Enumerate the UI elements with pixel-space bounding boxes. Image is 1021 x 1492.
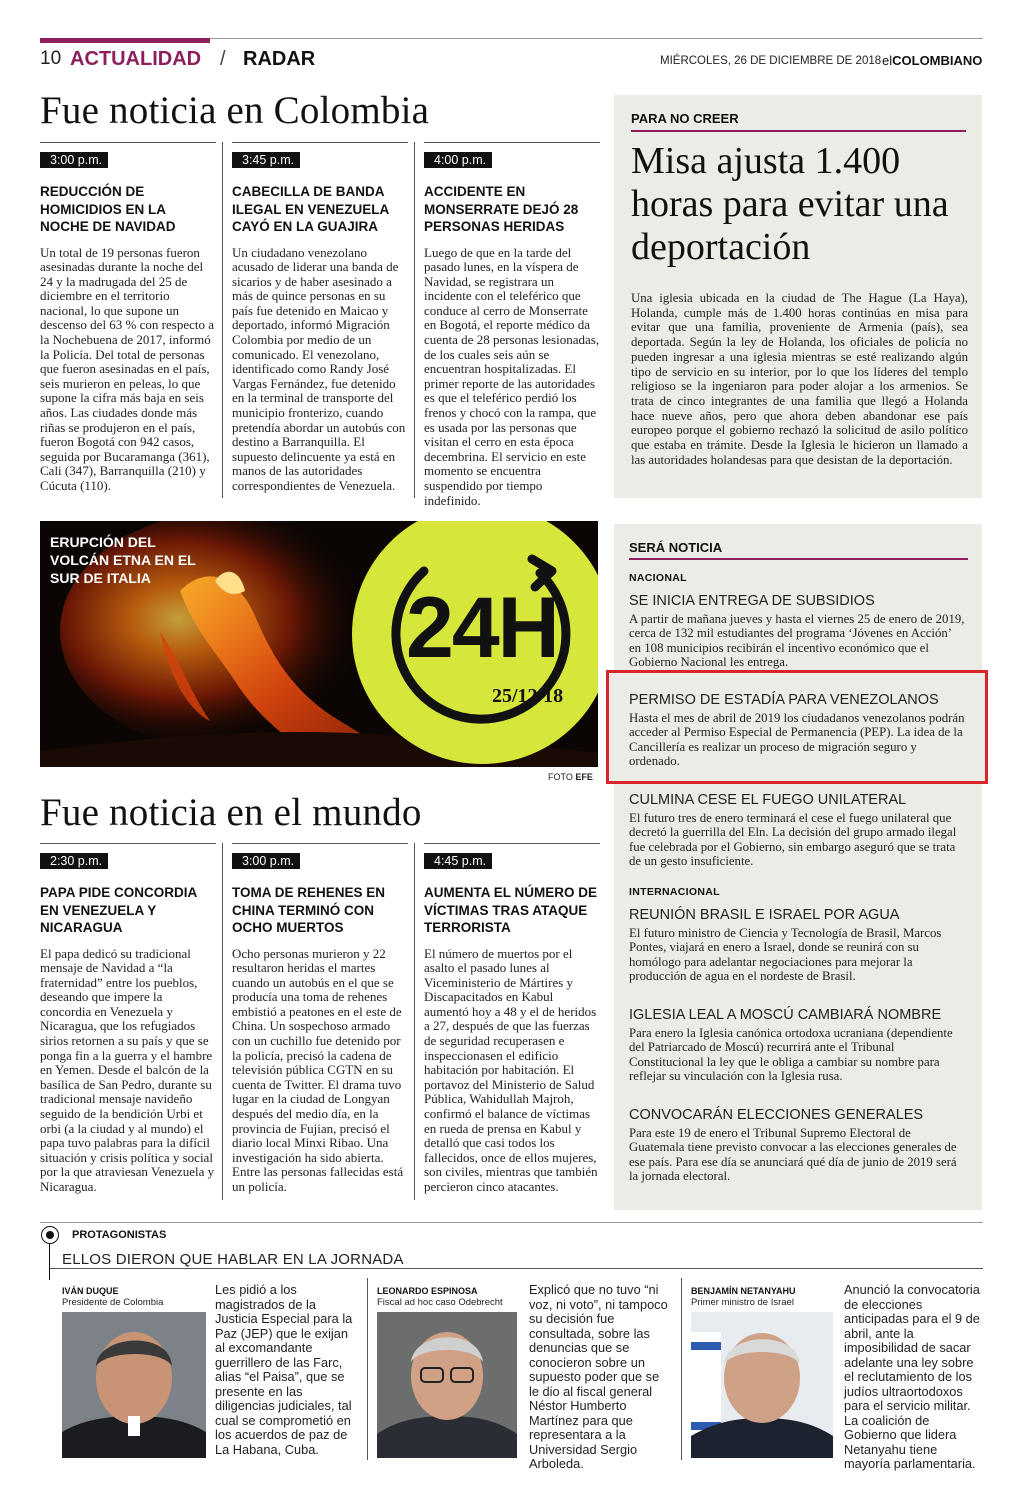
person-statement: Les pidió a los magistrados de la Justicia Especial para la Paz (JEP) que le exijan al excomandante guerrillero de las Farc, alias “el Paisa”, que se presente en las diligencias judiciales, tal cual se comprometió en los acuerdos de paz de La Habana, Cuba.	[215, 1282, 353, 1457]
box-label: PARA NO CREER	[631, 111, 739, 126]
article-body: Ocho personas murieron y 22 resultaron heridas el martes cuando un autobús en el que se producía una toma de rehenes embistió a peatones en el este de China. Un sospechoso armado con un cuchillo fue detenido por la policía, precisó la cadena de televisión pública CGTN en su cuenta de Twitter. El drama tuvo lugar en la ciudad de Longyan después del medio día, en la provincia de Fujian, precisó el diario local Minxi Ribao. Una investigación ha sido abierta. Entre las personas fallecidas está un policía.	[232, 945, 404, 1194]
portrait-espinosa[interactable]	[377, 1312, 517, 1458]
news-headline[interactable]: REUNIÓN BRASIL E ISRAEL POR AGUA	[629, 907, 900, 923]
person-name: LEONARDO ESPINOSA	[377, 1286, 478, 1296]
box-label: SERÁ NOTICIA	[629, 540, 723, 555]
para-no-creer-headline[interactable]: Misa ajusta 1.400 horas para evitar una deportación	[631, 140, 949, 268]
bullet-dot-icon	[46, 1231, 54, 1239]
news-body: A partir de mañana jueves y hasta el viernes 25 de enero de 2019, cerca de 132 mil estudiantes del programa ‘Jóvenes en Acción’ en 108 municipios recibirán el incentivo económico que el Gobierno Nacional les entrega.	[629, 612, 965, 670]
protagonistas-title: ELLOS DIERON QUE HABLAR EN LA JORNADA	[62, 1251, 404, 1268]
mundo-article-1	[40, 852, 216, 1195]
column-top-rule	[232, 142, 408, 143]
sera-noticia-item	[629, 1107, 965, 1184]
column-divider	[222, 843, 223, 1200]
article-time: 4:45 p.m.	[424, 853, 492, 869]
article-body: Un total de 19 personas fueron asesinadas durante la noche del 24 y la madrugada del 25 de diciembre en el territorio nacional, lo que supone un descenso del 63 % con respecto a la Nochebuena de 2017, informó la Policía. Del total de personas que fueron asesinadas en el país, seis murieron en peleas, lo que supone la cifra más baja en seis años. Las ciudades donde más riñas se produjeron en el país, fueron Bogotá con 942 casos, seguida por Bucaramanga (361), Cali (347), Barranquilla (210) y Cúcuta (110).	[40, 244, 214, 493]
photo-caption: ERUPCIÓN DEL VOLCÁN ETNA EN EL SUR DE ITALIA	[50, 534, 196, 586]
article-headline[interactable]: CABECILLA DE BANDA ILEGAL EN VENEZUELA CAYÓ EN LA GUAJIRA	[232, 184, 389, 234]
news-headline[interactable]: SE INICIA ENTREGA DE SUBSIDIOS	[629, 593, 875, 609]
column-top-rule	[232, 843, 408, 844]
news-headline[interactable]: CONVOCARÁN ELECCIONES GENERALES	[629, 1107, 924, 1123]
article-body: Un ciudadano venezolano acusado de liderar una banda de sicarios y de haber asesinado a más de quince personas en su país fue detenido en Maicao y deportado, informó Migración Colombia por medio de un comunicado. El venezolano, identificado como Randy José Vargas Fernández, fue detenido en la terminal de transporte del municipio fronterizo, cuando pretendía abordar un autobús con destino a Barranquilla. El supuesto delincuente ya está en manos de las autoridades correspondientes de Venezuela.	[232, 244, 406, 493]
para-no-creer-box	[614, 95, 982, 498]
article-headline[interactable]: TOMA DE REHENES EN CHINA TERMINÓ CON OCHO MUERTOS	[232, 885, 386, 935]
subsection-name: RADAR	[243, 48, 316, 70]
news-body: Para enero la Iglesia canónica ortodoxa ucraniana (dependiente del Patriarcado de Moscú) recurrirá ante el Tribunal Constitucional la ley que le obliga a cambiar su nombre para reflejar su vinculación con la Iglesia rusa.	[629, 1026, 953, 1084]
issue-date: MIÉRCOLES, 26 DE DICIEMBRE DE 2018	[660, 55, 882, 67]
person-statement: Anunció la convocatoria de elecciones anticipadas para el 9 de abril, ante la imposibilidad de sacar adelante una ley sobre el reclutamiento de los judíos ultraortodoxos para el servicio militar. La coalición de Gobierno que lidera Netanyahu tiene mayoría parlamentaria.	[844, 1282, 980, 1471]
person-photo	[62, 1312, 206, 1458]
news-headline[interactable]: PERMISO DE ESTADÍA PARA VENEZOLANOS	[629, 692, 939, 708]
header-accent-bar	[40, 38, 210, 43]
column-divider	[367, 1278, 368, 1460]
sera-noticia-item	[629, 593, 965, 670]
column-top-rule	[40, 142, 216, 143]
column-divider	[414, 843, 415, 1200]
section-separator: /	[220, 48, 226, 70]
protagonistas-rule	[50, 1268, 983, 1269]
portrait-duque[interactable]	[62, 1312, 206, 1458]
colombia-article-1	[40, 151, 216, 494]
sera-noticia-item	[629, 907, 965, 984]
para-no-creer-body: Una iglesia ubicada en la ciudad de The Hague (La Haya), Holanda, cumple más de 1.400 horas continúas en misa para evitar que una familia, proveniente de Armenia (país), sea deportada. Según la ley de Holanda, los oficiales de policía no pueden ingresar a una iglesia mientras se esté realizando algún tipo de servicio en su interior, por lo que los líderes del templo religioso se la ingeniaron para poder alojar a los armenios. Se trata de cinco integrantes de una familia que llegó a Holanda hace nueve años, pero que ahora deben abandonar ese país europeo porque el gobierno rechazó la solicitud de asilo político que estaba en trámite. Desde la Iglesia le hicieron un llamado a las autoridades holandesas para que desistan de la deportación.	[631, 291, 968, 467]
article-time: 3:00 p.m.	[40, 152, 108, 168]
column-divider	[681, 1278, 682, 1460]
person-photo	[691, 1312, 833, 1458]
colombia-article-2	[232, 151, 408, 494]
bullet-stem	[49, 1244, 50, 1280]
article-time: 4:00 p.m.	[424, 152, 492, 168]
column-top-rule	[424, 142, 600, 143]
page-number: 10	[40, 48, 62, 69]
photo-credit	[548, 772, 593, 782]
newspaper-brand	[882, 53, 982, 68]
category-nacional: NACIONAL	[629, 572, 687, 584]
box-label-rule	[629, 558, 968, 560]
sera-noticia-item	[629, 792, 965, 869]
person-name: IVÁN DUQUE	[62, 1286, 119, 1296]
article-body: El número de muertos por el asalto el pasado lunes al Viceministerio de Mártires y Discapacitados en Kabul aumentó hoy a 48 y el de heridos a 27, después de que las fuerzas de seguridad recuperasen e inspeccionasen el edificio habitación por habitación. El portavoz del Ministerio de Salud Pública, Wahidullah Majroh, confirmó el balance de víctimas en rueda de prensa en Kabul y detalló que casi todos los fallecidos, once de ellos mujeres, son civiles, mientras que también percieron cinco atacantes.	[424, 945, 598, 1194]
news-body: El futuro tres de enero terminará el cese el fuego unilateral que decretó la guerrilla del Eln. La decisión del grupo armado ilegal fue celebrada por el Gobierno, sin embargo aseguró que se trata de un gesto insuficiente.	[629, 811, 957, 869]
news-body: El futuro ministro de Ciencia y Tecnología de Brasil, Marcos Pontes, viajará en enero a Israel, donde se reunirá con su homólogo para adelantar negociaciones para mejorar la producción de agua en el nordeste de Brasil.	[629, 926, 942, 984]
article-body: El papa dedicó su tradicional mensaje de Navidad a “la fraternidad” entre los pueblos, deseando que impere la concordia en Venezuela y Nicaragua, que los refugiados sirios retornen a su país y que se ponga fin a la guerra y el hambre en Yemen. Desde el balcón de la basílica de San Pedro, durante su tradicional mensaje navideño seguido de la bendición Urbi et orbi (a la ciudad y al mundo) el papa tuvo palabras para la difícil situación y crisis política y social por la que atraviesan Venezuela y Nicaragua.	[40, 945, 215, 1194]
24h-badge-date: 25/12/18	[492, 685, 564, 707]
24h-badge-text: 24H	[406, 580, 558, 676]
mundo-section-title: Fue noticia en el mundo	[40, 791, 422, 834]
article-time: 2:30 p.m.	[40, 853, 108, 869]
person-role: Primer ministro de Israel	[691, 1297, 794, 1308]
mundo-article-2	[232, 852, 408, 1195]
person-role: Presidente de Colombia	[62, 1297, 164, 1308]
mundo-article-3	[424, 852, 600, 1195]
protagonistas-label: PROTAGONISTAS	[72, 1229, 167, 1241]
column-divider	[414, 142, 415, 498]
credit-prefix: FOTO	[548, 772, 576, 782]
category-internacional: INTERNACIONAL	[629, 886, 720, 898]
sera-noticia-item	[629, 692, 965, 769]
article-headline[interactable]: PAPA PIDE CONCORDIA EN VENEZUELA Y NICARAGUA	[40, 885, 197, 935]
article-headline[interactable]: REDUCCIÓN DE HOMICIDIOS EN LA NOCHE DE NAVIDAD	[40, 184, 176, 234]
article-time: 3:00 p.m.	[232, 853, 300, 869]
person-photo	[377, 1312, 517, 1458]
brand-name: COLOMBIANO	[892, 53, 983, 68]
portrait-netanyahu[interactable]	[691, 1312, 833, 1458]
column-divider	[222, 142, 223, 498]
sera-noticia-item	[629, 1007, 965, 1084]
column-top-rule	[424, 843, 600, 844]
news-headline[interactable]: IGLESIA LEAL A MOSCÚ CAMBIARÁ NOMBRE	[629, 1007, 942, 1023]
credit-source: EFE	[575, 772, 593, 782]
brand-prefix: el	[882, 53, 893, 68]
article-headline[interactable]: ACCIDENTE EN MONSERRATE DEJÓ 28 PERSONAS HERIDAS	[424, 184, 579, 234]
column-top-rule	[40, 843, 216, 844]
person-statement: Explicó que no tuvo “ni voz, ni voto”, ni tampoco su decisión fue consultada, sobre las denuncias que se conocieron sobre un supuesto poder que se le dio al fiscal general Néstor Humberto Martínez para que representara a la Universidad Sergio Arboleda.	[529, 1282, 668, 1471]
article-time: 3:45 p.m.	[232, 152, 300, 168]
person-name: BENJAMÍN NETANYAHU	[691, 1286, 796, 1296]
person-role: Fiscal ad hoc caso Odebrecht	[377, 1297, 503, 1308]
colombia-section-title: Fue noticia en Colombia	[40, 89, 430, 132]
section-name: ACTUALIDAD	[70, 48, 202, 70]
colombia-article-3	[424, 151, 600, 508]
box-label-rule	[631, 130, 966, 132]
news-body: Para este 19 de enero el Tribunal Supremo Electoral de Guatemala tiene previsto convocar a las elecciones generales de ese país. Para ese día se anunciará qué día de junio de 2019 será la jornada electoral.	[629, 1126, 957, 1184]
article-headline[interactable]: AUMENTA EL NÚMERO DE VÍCTIMAS TRAS ATAQUE TERRORISTA	[424, 885, 598, 935]
news-headline[interactable]: CULMINA CESE EL FUEGO UNILATERAL	[629, 792, 907, 808]
protagonistas-top-rule	[40, 1222, 983, 1223]
news-body: Hasta el mes de abril de 2019 los ciudadanos venezolanos podrán acceder al Permiso Especial de Permanencia (PEP). La idea de la Cancillería es realizar un proceso de migración seguro y ordenado.	[629, 711, 965, 769]
article-body: Luego de que en la tarde del pasado lunes, en la víspera de Navidad, se registrara un incidente con el teleférico que conduce al cerro de Monserrate en Bogotá, el reporte médico da cuenta de 28 personas lesionadas, de los cuales seis aún se encuentran hospitalizadas. El primer reporte de las autoridades es que el teleférico perdió los frenos y chocó con la rampa, que es usada por las personas que visitan el cerro en esta época decembrina. El servicio en este momento se encuentra suspendido por tiempo indefinido.	[424, 244, 600, 508]
